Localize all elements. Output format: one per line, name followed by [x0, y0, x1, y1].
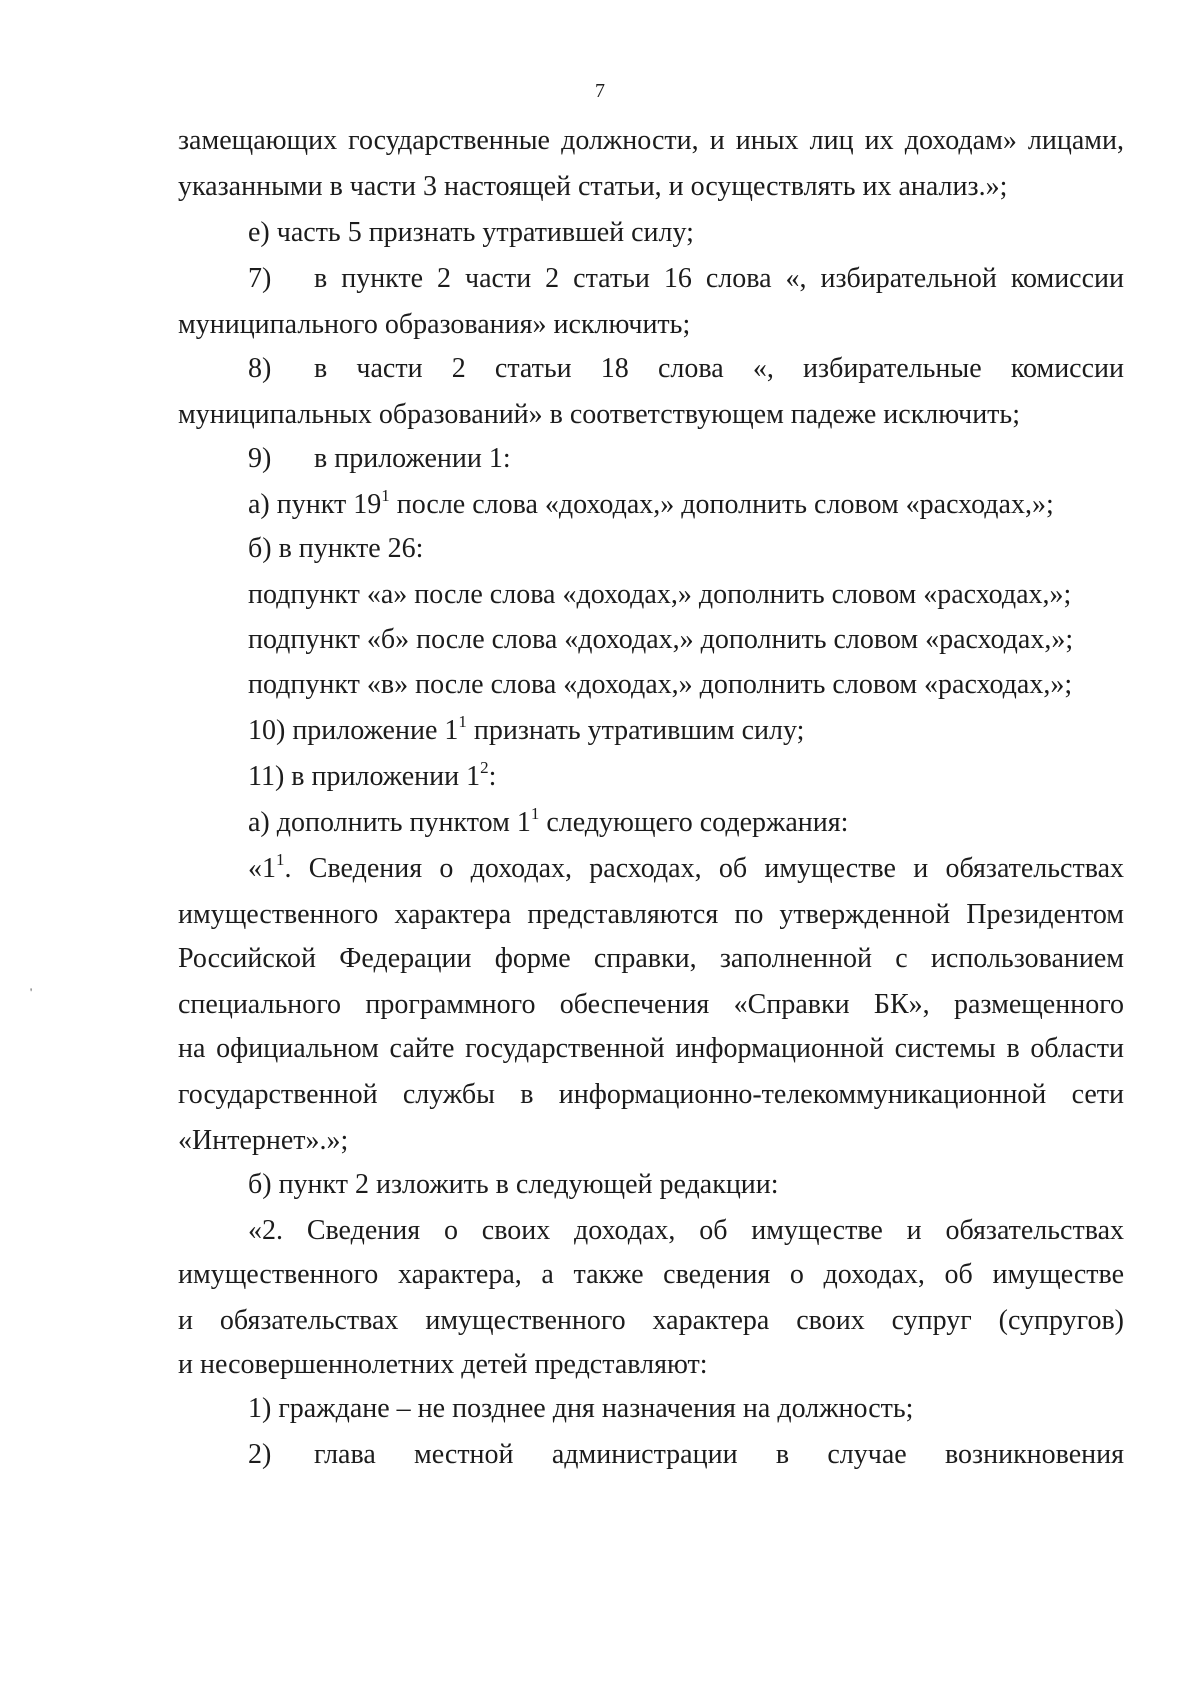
text-line: б) в пункте 26:: [248, 533, 424, 564]
text-line: Российской Федерации форме справки, заполненной с использованием: [178, 943, 1124, 974]
item-number: 9): [248, 443, 272, 474]
text-line: муниципального образования» исключить;: [178, 309, 691, 340]
text-line: б) пункт 2 изложить в следующей редакции:: [248, 1169, 779, 1200]
text-line: «$1^1$. Сведения о доходах, расходах, об имуществе и обязательствах: [248, 850, 1124, 884]
text-line: подпункт «б» после слова «доходах,» дополнить словом «расходах,»;: [248, 624, 1074, 655]
text-line: подпункт «а» после слова «доходах,» дополнить словом «расходах,»;: [248, 579, 1072, 610]
item-number: 8): [248, 353, 272, 384]
list-item: 7) в пункте 2 части 2 статьи 16 слова «, избирательной комиссии: [248, 263, 1124, 294]
text-line: государственной службы в информационно-телекоммуникационной сети: [178, 1079, 1124, 1110]
text-line: указанными в части 3 настоящей статьи, и осуществлять их анализ.»;: [178, 171, 1008, 202]
text-line: замещающих государственные должности, и иных лиц их доходам» лицами,: [178, 125, 1124, 156]
text-line: 1) граждане – не позднее дня назначения на должность;: [248, 1393, 914, 1424]
text-line: и обязательствах имущественного характера своих супруг (супругов): [178, 1305, 1124, 1336]
list-item: 2) глава местной администрации в случае возникновения: [248, 1439, 1124, 1470]
text-line: а) пункт $19^1$ после слова «доходах,» дополнить словом «расходах,»;: [248, 486, 1054, 520]
item-number: 7): [248, 263, 272, 294]
text-line: а) дополнить пунктом $1^1$ следующего содержания:: [248, 804, 849, 838]
item-number: 2): [248, 1439, 272, 1470]
text-line: муниципальных образований» в соответствующем падеже исключить;: [178, 399, 1020, 430]
page-number: 7: [595, 80, 605, 102]
text-line: 11) в приложении $1^2$:: [248, 758, 497, 792]
text-line: и несовершеннолетних детей представляют:: [178, 1349, 708, 1380]
text-line: имущественного характера представляются по утвержденной Президентом: [178, 899, 1124, 930]
text-line: «Интернет».»;: [178, 1125, 349, 1156]
text-line: на официальном сайте государственной информационной системы в области: [178, 1033, 1124, 1064]
text-line: специального программного обеспечения «Справки БК», размещенного: [178, 989, 1124, 1020]
list-item: 9) в приложении 1:: [248, 443, 511, 474]
scan-mark: ': [30, 985, 33, 999]
list-item: 8) в части 2 статьи 18 слова «, избирательные комиссии: [248, 353, 1124, 384]
text-line: «2. Сведения о своих доходах, об имуществе и обязательствах: [248, 1215, 1124, 1246]
text-line: подпункт «в» после слова «доходах,» дополнить словом «расходах,»;: [248, 669, 1073, 700]
text-line: е) часть 5 признать утратившей силу;: [248, 217, 694, 248]
text-line: 10) приложение $1^1$ признать утратившим силу;: [248, 712, 805, 746]
text-line: имущественного характера, а также сведения о доходах, об имуществе: [178, 1259, 1124, 1290]
